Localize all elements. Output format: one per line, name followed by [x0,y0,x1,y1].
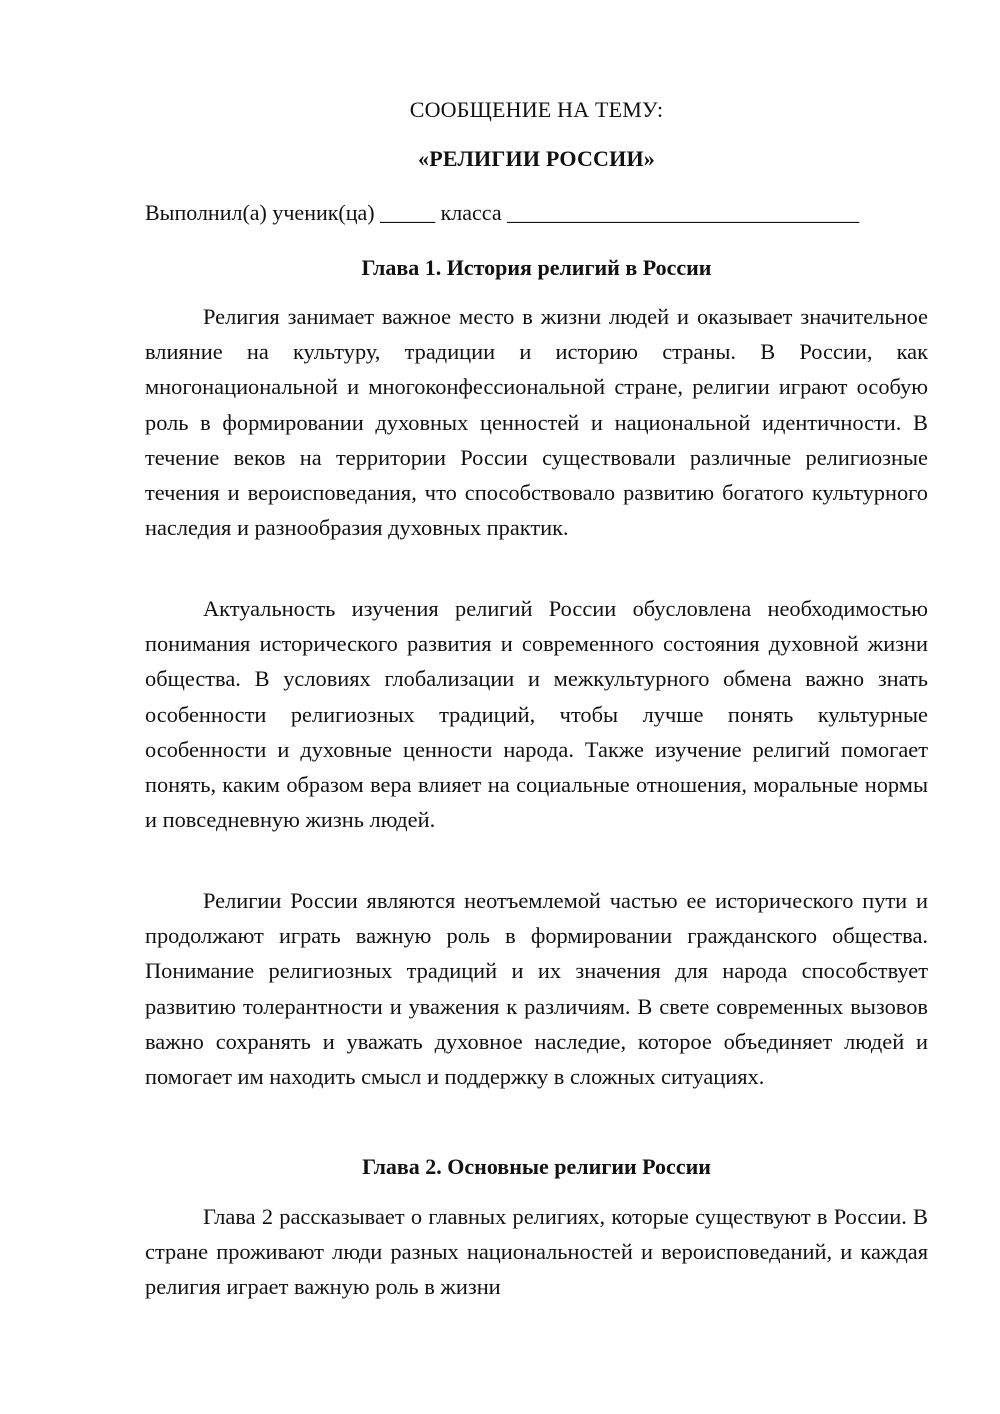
chapter1-paragraph: Религия занимает важное место в жизни людей и оказывает значительное влияние на культуру, традиции и историю страны. В России, как многонациональной и многоконфессиональной стране, религии играют особую роль в формировании духовных ценностей и национальной идентичности. В течение веков на территории России существовали различные религиозные течения и вероисповедания, что способствовало развитию богатого культурного наследия и разнообразия духовных практик. [145,304,928,541]
chapter2-paragraph: Глава 2 рассказывает о главных религиях, которые существуют в России. В стране проживают люди разных национальностей и вероисповеданий, и каждая религия играет важную роль в жизни [145,1204,928,1300]
chapter1-heading: Глава 1. История религий в России [361,255,712,280]
chapter2-heading: Глава 2. Основные религии России [362,1154,711,1179]
document-title-line1: СООБЩЕНИЕ НА ТЕМУ: [409,97,664,122]
student-info-line: Выполнил(а) ученик(ца) _____ класса ________________________________ [145,200,860,225]
chapter1-paragraph: Религии России являются неотъемлемой частью ее исторического пути и продолжают играть важную роль в формировании гражданского общества. Понимание религиозных традиций и их значения для народа способствует развитию толерантности и уважения к различиям. В свете современных вызовов важно сохранять и уважать духовное наследие, которое объединяет людей и помогает им находить смысл и поддержку в сложных ситуациях. [145,888,928,1090]
document-title-line2: «РЕЛИГИИ РОССИИ» [418,146,655,171]
chapter1-paragraph: Актуальность изучения религий России обусловлена необходимостью понимания исторического развития и современного состояния духовной жизни общества. В условиях глобализации и межкультурного обмена важно знать особенности религиозных традиций, чтобы лучше понять культурные особенности и духовные ценности народа. Также изучение религий помогает понять, каким образом вера влияет на социальные отношения, моральные нормы и повседневную жизнь людей. [145,596,928,833]
